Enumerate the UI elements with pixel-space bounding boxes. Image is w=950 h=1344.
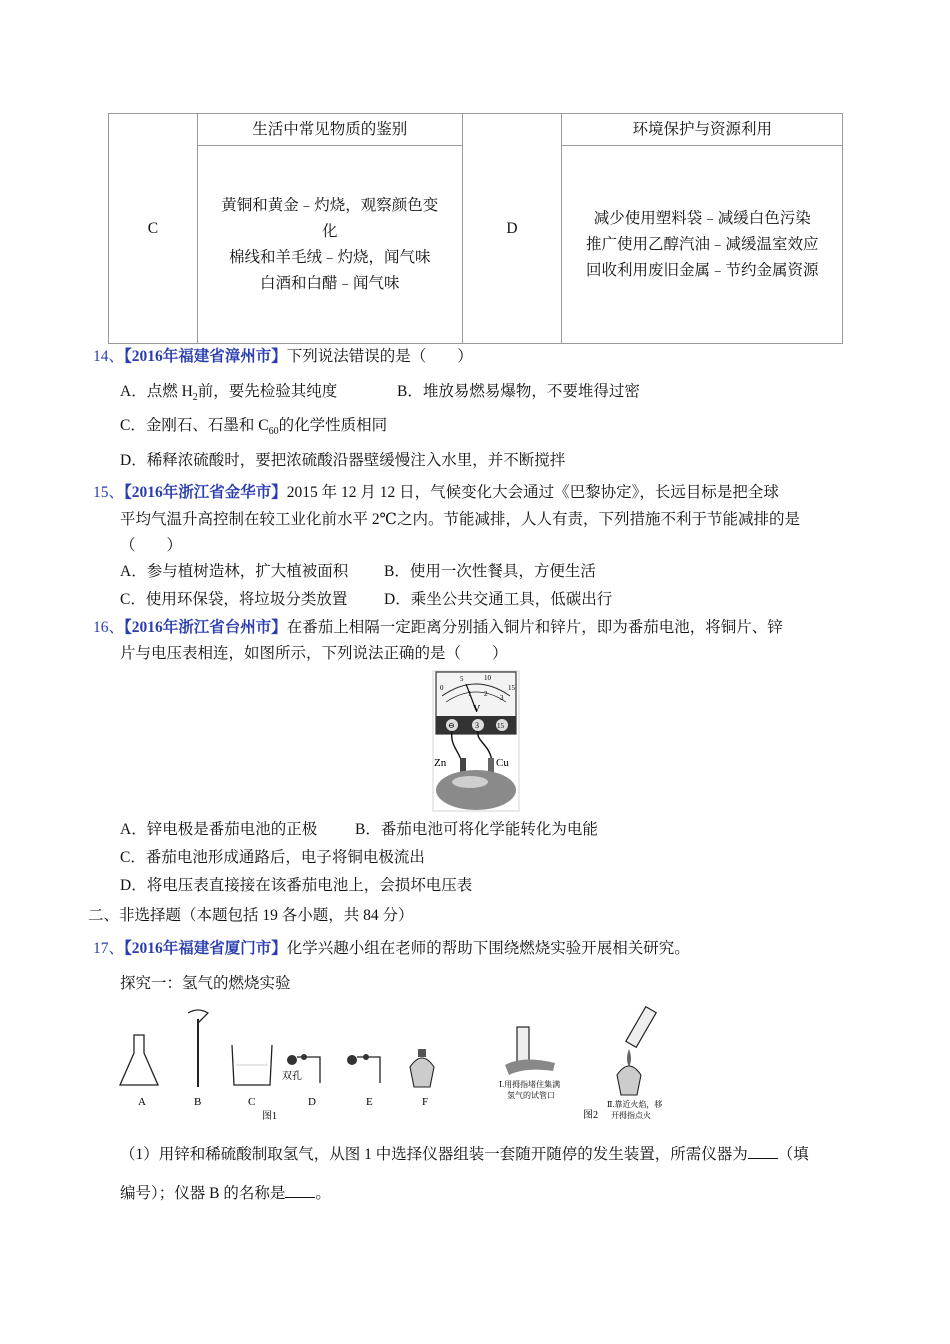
q17-part-1-line-2: 编号）；仪器 B 的名称是 。 [120,1185,331,1202]
content-c [197,146,462,344]
tomato-battery-figure [432,670,520,812]
q17-number: 17、 [93,940,125,957]
q14-option-b: B．堆放易燃易爆物，不要堆得过密 [397,383,640,400]
double-hole-label: 双孔 [282,1071,302,1082]
alcohol-lamp-icon [617,1066,641,1095]
content-c-line: 棉线和羊毛绒﹣灼烧，闻气味 [228,248,431,266]
content-d-line: 减少使用塑料袋﹣减缓白色污染 [593,209,811,227]
content-d-line: 回收利用废旧金属﹣节约金属资源 [585,261,819,279]
scale-label: 10 [484,674,491,682]
row-label-c: C [109,114,198,344]
q15-stem: 15、【2016年浙江省金华市】2015 年 12 月 12 日，气候变化大会通过《巴黎协定》，长远目标是把全球 [93,484,779,501]
q14-option-c: C．金刚石、石墨和 $C_{60}$的化学性质相同 [120,417,388,438]
figure-2-hydrogen-test [495,1005,675,1123]
zn-label: Zn [434,757,447,769]
q15-source: 【2016年浙江省金华市】 [124,484,287,501]
q16-option-b: B．番茄电池可将化学能转化为电能 [355,821,598,838]
classification-table [108,113,843,344]
q15-option-d: D．乘坐公共交通工具，低碳出行 [384,591,613,608]
content-c-line: 黄铜和黄金﹣灼烧，观察颜色变 [221,196,439,214]
stopper-icon [347,1055,357,1065]
voltmeter-v-label: V [473,704,481,715]
q17-part-1-line-1: （1）用锌和稀硫酸制取氢气，从图 1 中选择仪器组装一套随开随停的发生装置，所需仪器为 （填 [120,1146,809,1163]
q14-source: 【2016年福建省漳州市】 [124,348,287,365]
q17-source: 【2016年福建省厦门市】 [124,940,287,957]
answer-blank[interactable] [285,1183,315,1198]
q14-option-a: A．点燃 $H_2$前，要先检验其纯度 [120,383,338,404]
alcohol-lamp-icon [410,1058,434,1087]
content-c-line: 化 [321,222,338,240]
q16-option-d: D．将电压表直接接在该番茄电池上，会损坏电压表 [120,877,473,894]
figure-2-note: Ⅱ.靠近火焰，移 [607,1100,663,1109]
content-d-line: 推广使用乙醇汽油﹣减缓温室效应 [585,235,819,253]
apparatus-label: E [366,1096,373,1108]
section-2-heading: 二、非选择题（本题包括 19 各小题，共 84 分） [88,907,414,924]
conical-flask-icon [120,1035,158,1085]
terminal-label: ⊖ [448,721,455,730]
q16-number: 16、 [93,619,125,636]
scale-label: 3 [500,694,504,702]
q16-stem-2: 片与电压表相连，如图所示，下列说法正确的是（ ） [120,645,508,662]
q16-stem: 16、【2016年浙江省台州市】在番茄上相隔一定距离分别插入铜片和锌片，即为番茄电池，将铜片、锌 [93,619,783,636]
q15-stem-2: 平均气温升高控制在较工业化前水平 2℃之内。节能减排，人人有责，下列措施不利于节能减排的是 [120,511,800,528]
answer-blank[interactable] [748,1144,778,1159]
header-c: 生活中常见物质的鉴别 [197,114,462,146]
scale-label: 15 [508,684,515,692]
row-label-d: D [462,114,562,344]
stopper-icon [287,1055,297,1065]
figure-2-note: Ⅰ.用拇指堵住集满 [499,1080,561,1089]
q17-explore-1: 探究一：氢气的燃烧实验 [120,975,291,992]
apparatus-label: B [194,1096,202,1108]
q16-source: 【2016年浙江省台州市】 [124,619,287,636]
q15-number: 15、 [93,484,125,501]
scale-label: 1 [468,690,472,698]
figure-1-apparatus [112,1005,472,1123]
content-c-line: 白酒和白醋﹣闻气味 [259,274,400,292]
test-tube-icon [626,1007,656,1048]
q15-option-c: C．使用环保袋，将垃圾分类放置 [120,591,348,608]
flame-icon [627,1049,631,1067]
scale-label: 2 [484,690,488,698]
apparatus-label: F [422,1096,429,1108]
tomato-icon [436,770,516,810]
apparatus-label: D [308,1096,316,1108]
apparatus-label: C [248,1096,256,1108]
q15-option-a: A．参与植树造林，扩大植被面积 [120,563,349,580]
figure-2-caption: 图2 [583,1110,598,1121]
terminal-label: 15 [497,722,504,730]
q16-option-a: A．锌电极是番茄电池的正极 [120,821,318,838]
scale-label: 5 [460,675,464,683]
figure-1-caption: 图1 [262,1111,277,1122]
q16-option-c: C．番茄电池形成通路后，电子将铜电极流出 [120,849,425,866]
figure-2-note: 开拇指点火 [611,1111,651,1120]
hand-icon [505,1059,555,1075]
terminal-label: 3 [475,721,479,730]
header-d: 环境保护与资源利用 [562,114,843,146]
scale-label: 0 [440,684,444,692]
q14-stem [93,346,473,368]
content-d [562,146,843,344]
q14-text: 下列说法错误的是（ ） [286,348,473,365]
cu-label: Cu [496,757,509,769]
apparatus-label: A [138,1096,146,1108]
q15-option-b: B．使用一次性餐具，方便生活 [384,563,596,580]
q17-stem: 17、【2016年福建省厦门市】化学兴趣小组在老师的帮助下围绕燃烧实验开展相关研究。 [93,940,690,957]
figure-2-note: 氢气的试管口 [507,1091,555,1100]
q14-number: 14、 [93,348,125,365]
q14-option-d: D．稀释浓硫酸时，要把浓硫酸沿器壁缓慢注入水里，并不断搅拌 [120,452,566,469]
q15-stem-3: （ ） [120,537,183,554]
